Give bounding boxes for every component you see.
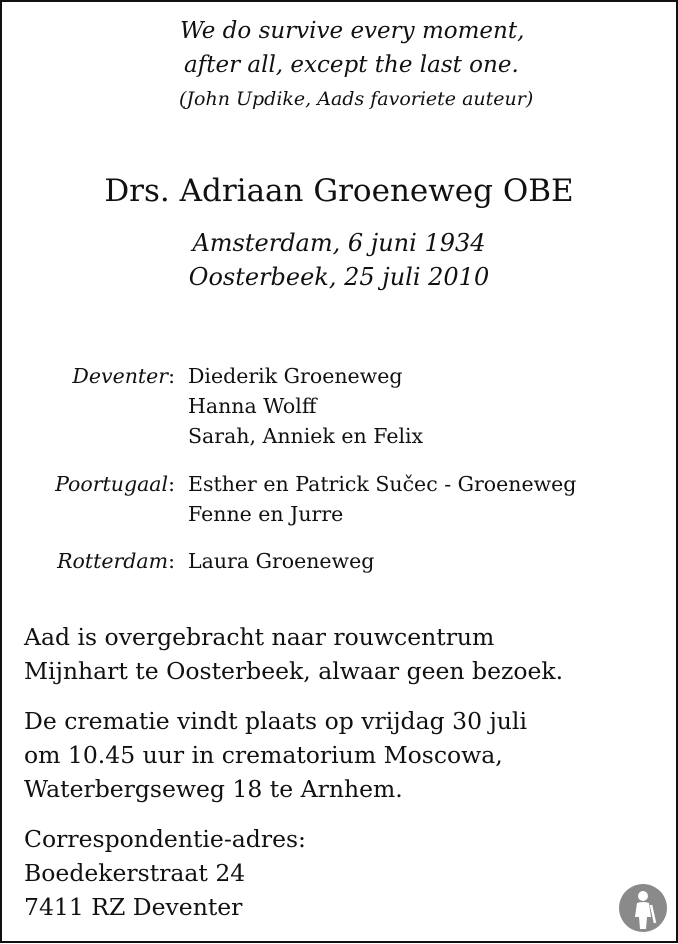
address-line: Boedekerstraat 24 — [24, 859, 246, 887]
family-place-rotterdam: Rotterdam: — [57, 549, 175, 573]
notice-line: De crematie vindt plaats op vrijdag 30 juli — [24, 707, 527, 735]
family-name: Fenne en Jurre — [188, 502, 344, 526]
notice-line: Waterbergseweg 18 te Arnhem. — [24, 775, 403, 803]
family-place-deventer: Deventer: — [72, 364, 175, 388]
birth-line: Amsterdam, 6 juni 1934 — [192, 229, 486, 257]
family-name: Diederik Groeneweg — [188, 364, 403, 388]
notice-line: Mijnhart te Oosterbeek, alwaar geen bezoek. — [24, 657, 564, 685]
death-line: Oosterbeek, 25 juli 2010 — [188, 263, 490, 291]
address-line: Correspondentie-adres: — [24, 825, 306, 853]
quote-attribution: (John Updike, Aads favoriete auteur) — [179, 88, 534, 110]
memorial-figure-icon — [618, 883, 668, 933]
notice-line: Aad is overgebracht naar rouwcentrum — [24, 623, 495, 651]
family-name: Esther en Patrick Sučec - Groeneweg — [188, 472, 577, 496]
deceased-name: Drs. Adriaan Groeneweg OBE — [104, 173, 574, 209]
quote-line-2: after all, except the last one. — [184, 52, 519, 78]
address-line: 7411 RZ Deventer — [24, 893, 243, 921]
quote-line-1: We do survive every moment, — [180, 18, 525, 44]
family-name: Laura Groeneweg — [188, 549, 375, 573]
notice-line: om 10.45 uur in crematorium Moscowa, — [24, 741, 503, 769]
family-place-poortugaal: Poortugaal: — [55, 472, 175, 496]
family-name: Hanna Wolff — [188, 394, 317, 418]
family-name: Sarah, Anniek en Felix — [188, 424, 424, 448]
